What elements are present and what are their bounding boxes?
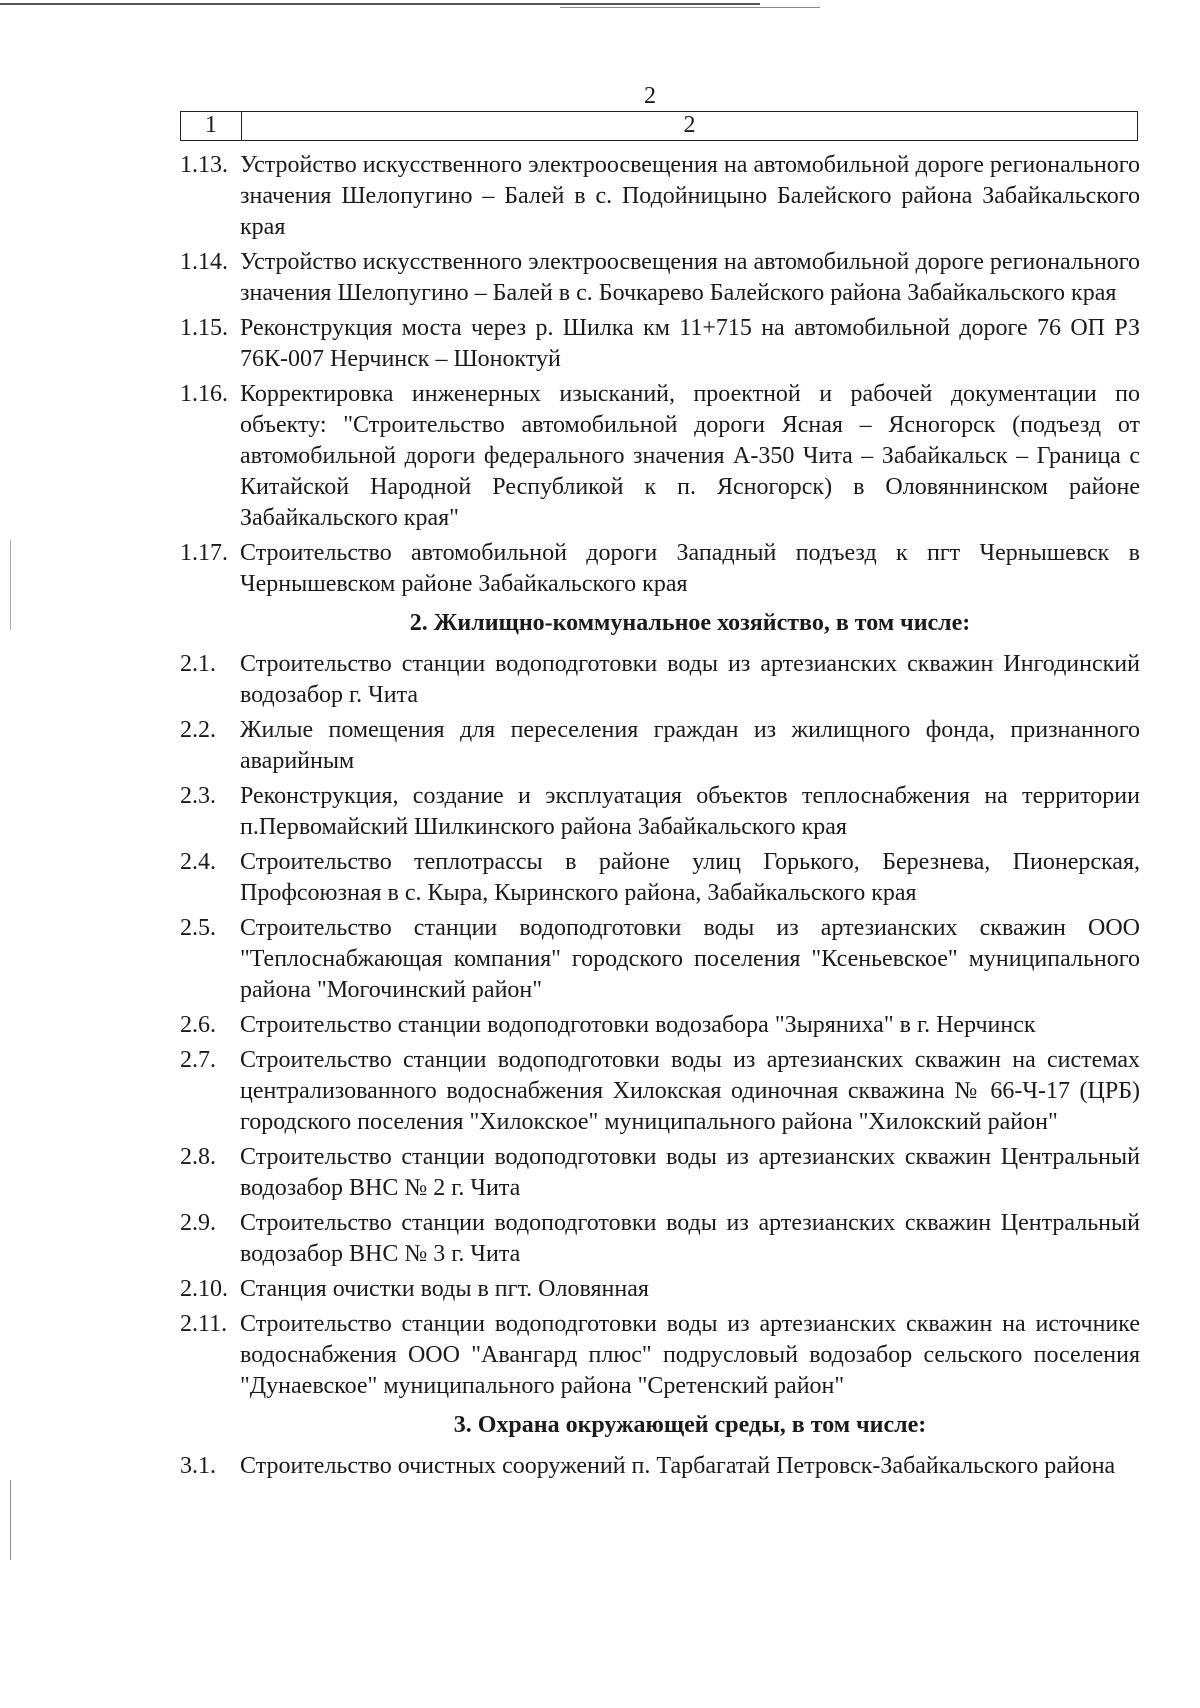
list-item xyxy=(180,649,1140,711)
item-text: Жилые помещения для переселения граждан из жилищного фонда, признанного аварийным xyxy=(240,717,1140,774)
item-number: 2.4. xyxy=(180,849,216,875)
item-number: 2.1. xyxy=(180,651,216,677)
item-number: 2.8. xyxy=(180,1144,216,1170)
item-list-section-2 xyxy=(180,649,1140,1402)
item-text: Строительство станции водоподготовки воды из артезианских скважин ООО "Теплоснабжающая компания" городского поселения "Ксеньевское" муниципального района "Могочинский район" xyxy=(240,915,1140,1003)
scan-margin-artifact xyxy=(10,540,11,630)
list-item xyxy=(180,538,1140,600)
list-item xyxy=(180,313,1140,375)
item-text: Корректировка инженерных изысканий, проектной и рабочей документации по объекту: "Строительство автомобильной дороги Ясная – Ясногорск (подъезд от автомобильной дороги федерального значения А-350 Чита – Забайкальск – Граница с Китайской Народной Республикой к п. Ясногорск) в Оловяннинском районе Забайкальского края" xyxy=(240,381,1140,531)
item-number: 1.16. xyxy=(180,381,228,407)
section-title-2: 2. Жилищно-коммунальное хозяйство, в том числе: xyxy=(409,610,971,636)
list-item xyxy=(180,1309,1140,1402)
list-item xyxy=(180,1274,1140,1305)
item-number: 2.10. xyxy=(180,1276,228,1302)
table-header-row xyxy=(180,111,1138,141)
item-number: 1.14. xyxy=(180,249,228,275)
item-text: Строительство станции водоподготовки воды из артезианских скважин на источнике водоснабжения ООО "Авангард плюс" подрусловый водозабор сельского поселения "Дунаевское" муниципального района "Сретенский район" xyxy=(240,1311,1140,1399)
page-number: 2 xyxy=(644,83,656,109)
item-text: Строительство станции водоподготовки воды из артезианских скважин на системах централизованного водоснабжения Хилокская одиночная скважина № 66-Ч-17 (ЦРБ) городского поселения "Хилокское" муниципального района "Хилокский район" xyxy=(240,1047,1140,1135)
item-text: Строительство станции водоподготовки воды из артезианских скважин Центральный водозабор ВНС № 3 г. Чита xyxy=(240,1210,1140,1267)
item-number: 2.3. xyxy=(180,783,216,809)
header-col-2: 2 xyxy=(683,112,696,138)
item-text: Строительство станции водоподготовки водозабора "Зыряниха" в г. Нерчинск xyxy=(240,1012,1036,1038)
item-text: Строительство автомобильной дороги Западный подъезд к пгт Чернышевск в Чернышевском районе Забайкальского края xyxy=(240,540,1140,597)
list-item xyxy=(180,715,1140,777)
item-text: Строительство станции водоподготовки воды из артезианских скважин Ингодинский водозабор г. Чита xyxy=(240,651,1140,708)
item-number: 2.7. xyxy=(180,1047,216,1073)
section-title-3: 3. Охрана окружающей среды, в том числе: xyxy=(453,1412,927,1438)
item-number: 1.15. xyxy=(180,315,228,341)
item-number: 2.6. xyxy=(180,1012,216,1038)
list-item xyxy=(180,1045,1140,1138)
item-text: Устройство искусственного электроосвещения на автомобильной дороге регионального значения Шелопугино – Балей в с. Подойницыно Балейского района Забайкальского края xyxy=(240,152,1140,240)
scan-margin-artifact xyxy=(10,1480,11,1560)
scan-edge-artifact xyxy=(0,0,1200,10)
item-list-section-1 xyxy=(180,150,1140,600)
document-body xyxy=(180,150,1140,1486)
list-item xyxy=(180,781,1140,843)
list-item xyxy=(180,1451,1140,1482)
item-text: Станция очистки воды в пгт. Оловянная xyxy=(240,1276,649,1302)
item-text: Строительство очистных сооружений п. Тарбагатай Петровск-Забайкальского района xyxy=(240,1453,1116,1479)
list-item xyxy=(180,247,1140,309)
item-number: 1.13. xyxy=(180,152,228,178)
list-item xyxy=(180,847,1140,909)
list-item xyxy=(180,1010,1140,1041)
item-number: 3.1. xyxy=(180,1453,216,1479)
item-number: 2.2. xyxy=(180,717,216,743)
list-item xyxy=(180,1208,1140,1270)
item-number: 2.11. xyxy=(180,1311,228,1337)
item-text: Устройство искусственного электроосвещения на автомобильной дороге регионального значения Шелопугино – Балей в с. Бочкарево Балейского района Забайкальского края xyxy=(240,249,1140,306)
item-number: 1.17. xyxy=(180,540,228,566)
item-list-section-3 xyxy=(180,1451,1140,1482)
item-number: 2.5. xyxy=(180,915,216,941)
item-text: Строительство станции водоподготовки воды из артезианских скважин Центральный водозабор ВНС № 2 г. Чита xyxy=(240,1144,1140,1201)
list-item xyxy=(180,379,1140,534)
item-text: Реконструкция, создание и эксплуатация объектов теплоснабжения на территории п.Первомайский Шилкинского района Забайкальского края xyxy=(240,783,1140,840)
item-text: Реконструкция моста через р. Шилка км 11+715 на автомобильной дороге 76 ОП РЗ 76К-007 Нерчинск – Шоноктуй xyxy=(240,315,1140,372)
item-number: 2.9. xyxy=(180,1210,216,1236)
list-item xyxy=(180,1142,1140,1204)
list-item xyxy=(180,913,1140,1006)
item-text: Строительство теплотрассы в районе улиц Горького, Березнева, Пионерская, Профсоюзная в с. Кыра, Кыринского района, Забайкальского края xyxy=(240,849,1140,906)
list-item xyxy=(180,150,1140,243)
header-col-1: 1 xyxy=(181,112,242,140)
